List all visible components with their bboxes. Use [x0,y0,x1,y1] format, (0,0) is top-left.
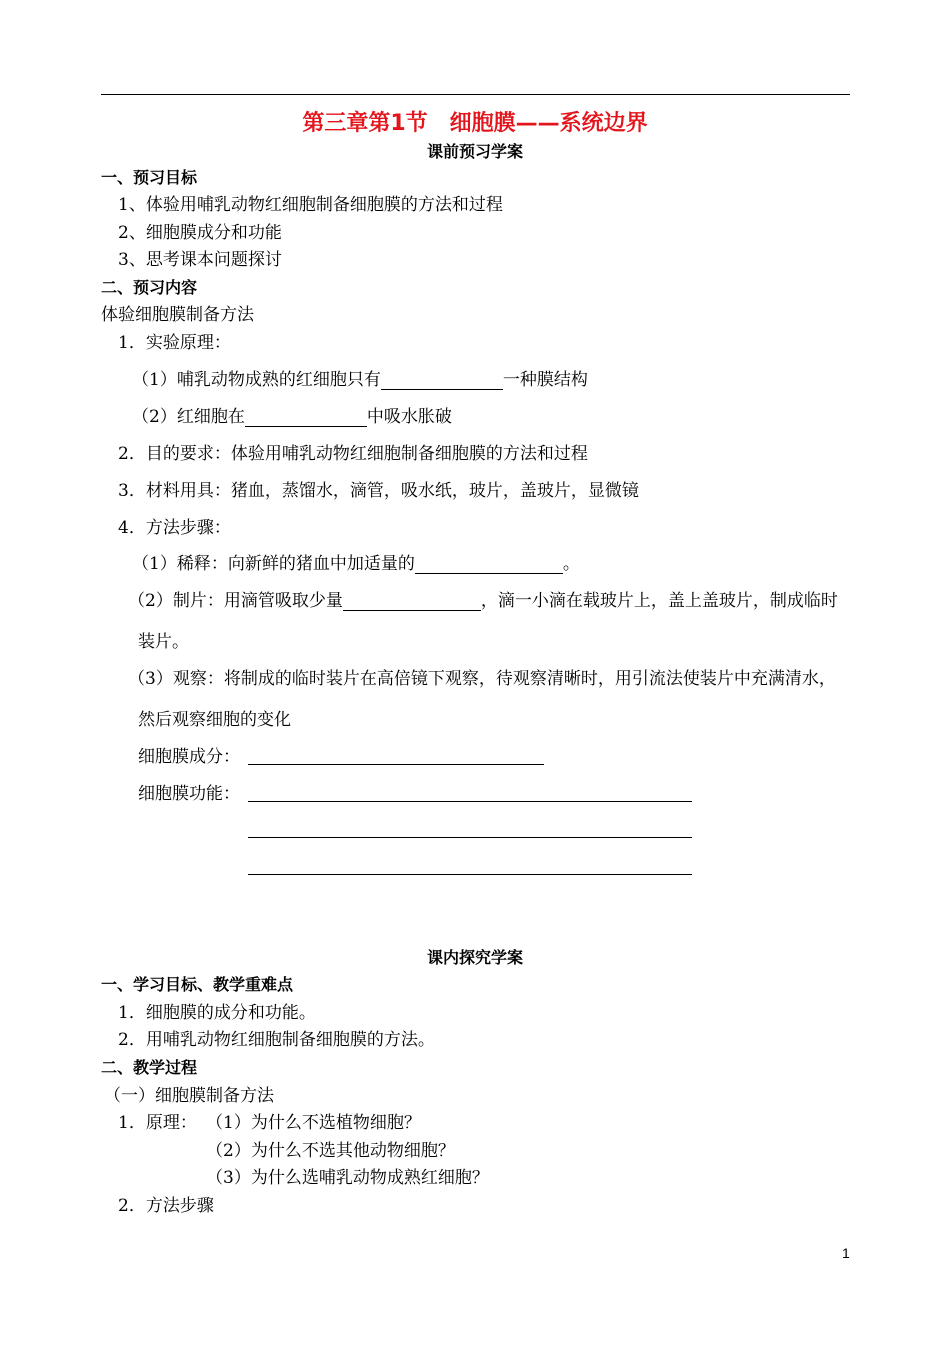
fill-blank[interactable] [415,556,563,574]
function-label: 细胞膜功能： [138,784,240,804]
inclass-steps-label: 2．方法步骤 [118,1196,214,1216]
step-3-line1: （3）观察：将制成的临时装片在高倍镜下观察，待观察清晰时，用引流法使装片中充满清水， [128,669,836,689]
preview-goals-heading: 一、预习目标 [101,168,198,187]
page-number: 1 [842,1245,850,1261]
step-3-line2: 然后观察细胞的变化 [138,710,291,730]
principle-2-before: （2）红细胞在 [132,407,245,427]
principle-label: 1．实验原理： [118,333,231,353]
step-1-before: （1）稀释：向新鲜的猪血中加适量的 [132,554,415,574]
step-2-cont: 装片。 [138,632,189,652]
preview-content-sub: 体验细胞膜制备方法 [101,305,254,325]
fill-blank[interactable] [343,593,481,611]
question-item: （1）为什么不选植物细胞？ [206,1113,421,1133]
step-1 [132,554,580,574]
composition-answer-line[interactable] [248,764,544,765]
preview-content-heading: 二、预习内容 [101,278,198,297]
inclass-goal-item: 1．细胞膜的成分和功能。 [118,1003,316,1023]
purpose: 2．目的要求：体验用哺乳动物红细胞制备细胞膜的方法和过程 [118,444,588,464]
question-item: （3）为什么选哺乳动物成熟红细胞？ [206,1168,489,1188]
question-item: （2）为什么不选其他动物细胞？ [206,1141,455,1161]
composition-label: 细胞膜成分： [138,747,240,767]
inclass-goal-item: 2．用哺乳动物红细胞制备细胞膜的方法。 [118,1030,435,1050]
process-sub1: （一）细胞膜制备方法 [104,1086,274,1106]
principle-1 [132,370,588,390]
function-answer-line[interactable] [248,874,692,875]
function-answer-line[interactable] [248,801,692,802]
preview-goal-item: 2、细胞膜成分和功能 [118,223,282,243]
step-2-after: ，滴一小滴在载玻片上，盖上盖玻片，制成临时 [480,591,838,611]
document-title: 第三章第1节 细胞膜——系统边界 [302,111,648,136]
inclass-principle-label: 1．原理： [118,1113,197,1133]
principle-1-after: 一种膜结构 [502,370,588,390]
principle-2 [132,407,452,427]
principle-1-before: （1）哺乳动物成熟的红细胞只有 [132,370,381,390]
principle-2-after: 中吸水胀破 [366,407,452,427]
header-rule [101,94,850,95]
preview-goal-item: 3、思考课本问题探讨 [118,250,282,270]
function-answer-line[interactable] [248,837,692,838]
fill-blank[interactable] [245,409,367,427]
fill-blank[interactable] [381,372,503,390]
steps-label: 4．方法步骤： [118,518,231,538]
step-1-after: 。 [562,554,580,574]
process-heading: 二、教学过程 [101,1058,198,1077]
inclass-heading: 课内探究学案 [426,948,523,967]
preview-heading: 课前预习学案 [426,142,523,161]
step-2-before: （2）制片：用滴管吸取少量 [128,591,343,611]
materials: 3．材料用具：猪血，蒸馏水，滴管，吸水纸，玻片，盖玻片，显微镜 [118,481,639,501]
step-2 [128,591,838,611]
preview-goal-item: 1、体验用哺乳动物红细胞制备细胞膜的方法和过程 [118,195,503,215]
inclass-goals-heading: 一、学习目标、教学重难点 [101,975,294,994]
